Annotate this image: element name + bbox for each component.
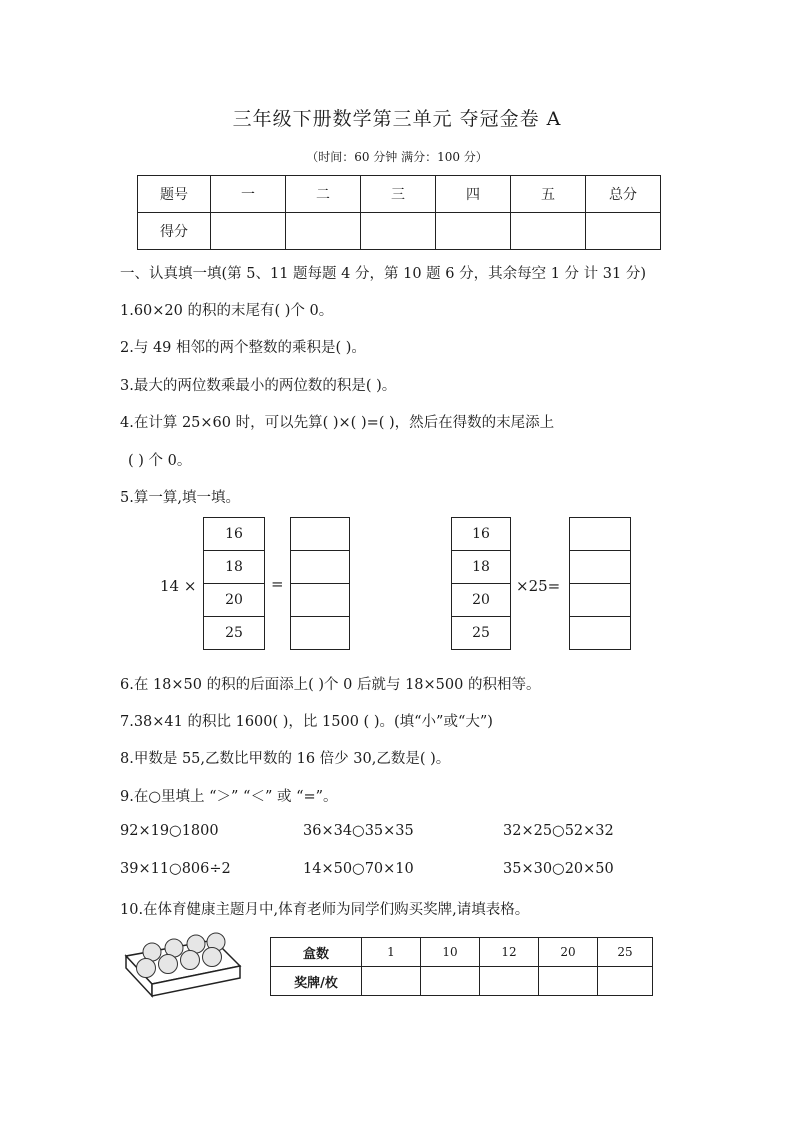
question-4-continued: ( ) 个 0。 xyxy=(128,453,192,469)
q9-comparison: 36×34○35×35 xyxy=(303,823,414,839)
score-header-cell: 五 xyxy=(511,176,586,213)
q5-right-operand: 16 xyxy=(452,518,510,551)
q5-right-answer-cell[interactable] xyxy=(570,617,630,649)
medal-answer-cell[interactable] xyxy=(421,967,480,996)
q5-left-operand-column xyxy=(203,517,265,650)
q5-left-answer-cell[interactable] xyxy=(291,617,349,649)
q5-left-answer-cell[interactable] xyxy=(291,584,349,617)
score-row-label: 得分 xyxy=(138,213,211,250)
question-2: 2.与 49 相邻的两个整数的乘积是( )。 xyxy=(120,340,366,356)
score-header-cell: 二 xyxy=(286,176,361,213)
medal-row-label: 奖牌/枚 xyxy=(271,967,362,996)
score-header-cell: 一 xyxy=(211,176,286,213)
medal-answer-cell[interactable] xyxy=(598,967,653,996)
question-8: 8.甲数是 55,乙数比甲数的 16 倍少 30,乙数是( )。 xyxy=(120,751,451,767)
score-table xyxy=(137,175,661,250)
exam-info: （时间：60 分钟 满分：100 分） xyxy=(306,150,488,164)
q5-left-multiplier: 14 × xyxy=(160,577,197,595)
q9-comparison: 35×30○20×50 xyxy=(503,861,614,877)
medal-answer-cell[interactable] xyxy=(480,967,539,996)
box-count-cell: 25 xyxy=(598,938,653,967)
q5-right-multiplier: ×25= xyxy=(516,577,561,595)
page-title: 三年级下册数学第三单元 夺冠金卷 A xyxy=(232,108,562,130)
question-9: 9.在○里填上 “＞” “＜” 或 “=”。 xyxy=(120,789,338,805)
q5-right-operand-column xyxy=(451,517,511,650)
q5-left-operand: 18 xyxy=(204,551,264,584)
score-input-cell[interactable] xyxy=(286,213,361,250)
q5-left-operand: 16 xyxy=(204,518,264,551)
q5-right-answer-column xyxy=(569,517,631,650)
question-5: 5.算一算,填一填。 xyxy=(120,490,240,506)
q5-right-answer-cell[interactable] xyxy=(570,518,630,551)
q5-right-operand: 20 xyxy=(452,584,510,617)
q9-comparison: 14×50○70×10 xyxy=(303,861,414,877)
q9-comparison: 39×11○806÷2 xyxy=(120,861,231,877)
q5-right-answer-cell[interactable] xyxy=(570,584,630,617)
box-count-cell: 12 xyxy=(480,938,539,967)
medal-box-icon xyxy=(120,930,245,998)
q9-comparison: 32×25○52×32 xyxy=(503,823,614,839)
score-input-cell[interactable] xyxy=(586,213,661,250)
q5-right-operand: 18 xyxy=(452,551,510,584)
q9-comparison: 92×19○1800 xyxy=(120,823,219,839)
q5-right-answer-cell[interactable] xyxy=(570,551,630,584)
score-input-cell[interactable] xyxy=(511,213,586,250)
question-3: 3.最大的两位数乘最小的两位数的积是( )。 xyxy=(120,378,397,394)
medal-answer-cell[interactable] xyxy=(362,967,421,996)
q5-left-answer-column xyxy=(290,517,350,650)
box-count-cell: 10 xyxy=(421,938,480,967)
q5-left-operand: 20 xyxy=(204,584,264,617)
q5-equals-sign: = xyxy=(271,575,284,593)
score-header-cell: 总分 xyxy=(586,176,661,213)
question-6: 6.在 18×50 的积的后面添上( )个 0 后就与 18×500 的积相等。 xyxy=(120,677,541,693)
score-input-cell[interactable] xyxy=(211,213,286,250)
score-header-cell: 题号 xyxy=(138,176,211,213)
section-heading: 一、认真填一填(第 5、11 题每题 4 分，第 10 题 6 分，其余每空 1 分 计 31 分) xyxy=(120,266,646,282)
medal-table xyxy=(270,937,653,996)
score-header-cell: 三 xyxy=(361,176,436,213)
question-1: 1.60×20 的积的末尾有( )个 0。 xyxy=(120,303,334,319)
question-7: 7.38×41 的积比 1600( )，比 1500 ( )。(填“小”或“大”) xyxy=(120,714,493,730)
q5-right-operand: 25 xyxy=(472,625,490,641)
box-count-cell: 20 xyxy=(539,938,598,967)
q5-left-answer-cell[interactable] xyxy=(291,551,349,584)
medal-row-label: 盒数 xyxy=(271,938,362,967)
question-10: 10.在体育健康主题月中,体育老师为同学们购买奖牌,请填表格。 xyxy=(120,902,530,918)
box-count-cell: 1 xyxy=(362,938,421,967)
medal-answer-cell[interactable] xyxy=(539,967,598,996)
score-input-cell[interactable] xyxy=(361,213,436,250)
question-4: 4.在计算 25×60 时，可以先算( )×( )=( )，然后在得数的末尾添上 xyxy=(120,415,555,431)
score-header-cell: 四 xyxy=(436,176,511,213)
score-input-cell[interactable] xyxy=(436,213,511,250)
q5-left-answer-cell[interactable] xyxy=(291,518,349,551)
q5-left-operand: 25 xyxy=(225,625,243,641)
